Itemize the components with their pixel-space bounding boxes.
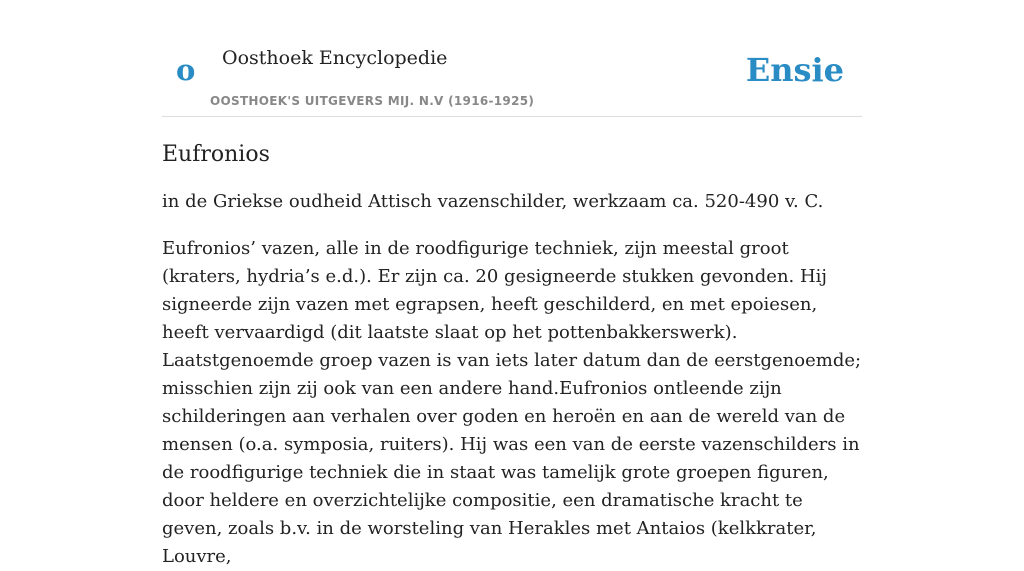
article-title: Eufronios: [162, 142, 270, 167]
site-title[interactable]: Oosthoek Encyclopedie: [222, 47, 448, 69]
article-definition: in de Griekse oudheid Attisch vazenschilder, werkzaam ca. 520-490 v. C.: [162, 191, 824, 212]
logo-icon[interactable]: o: [176, 53, 196, 87]
publisher-subtitle: OOSTHOEK'S UITGEVERS MIJ. N.V (1916-1925): [210, 94, 535, 108]
article-body: Eufronios’ vazen, alle in de roodfigurige techniek, zijn meestal groot (kraters, hydria’s e.d.). Er zijn ca. 20 gesigneerde stukken gevonden. Hij signeerde zijn vazen met egrapsen, heeft geschilderd, en met epoiesen, heeft vervaardigd (dit laatste slaat op het pottenbakkerswerk). Laatstgenoemde groep vazen is van iets later datum dan de eerstgenoemde; misschien zijn zij ook van een andere hand.Eufronios ontleende zijn schilderingen aan verhalen over goden en heroën en aan de wereld van de mensen (o.a. symposia, ruiters). Hij was een van de eerste vazenschilders in de roodfigurige techniek die in staat was tamelijk grote groepen figuren, door heldere en overzichtelijke compositie, een dramatische kracht te geven, zoals b.v. in de worsteling van Herakles met Antaios (kelkkrater, Louvre,: [162, 238, 862, 567]
ensie-logo[interactable]: Ensie: [745, 51, 844, 89]
site-header: [162, 0, 862, 117]
article: [162, 132, 862, 571]
